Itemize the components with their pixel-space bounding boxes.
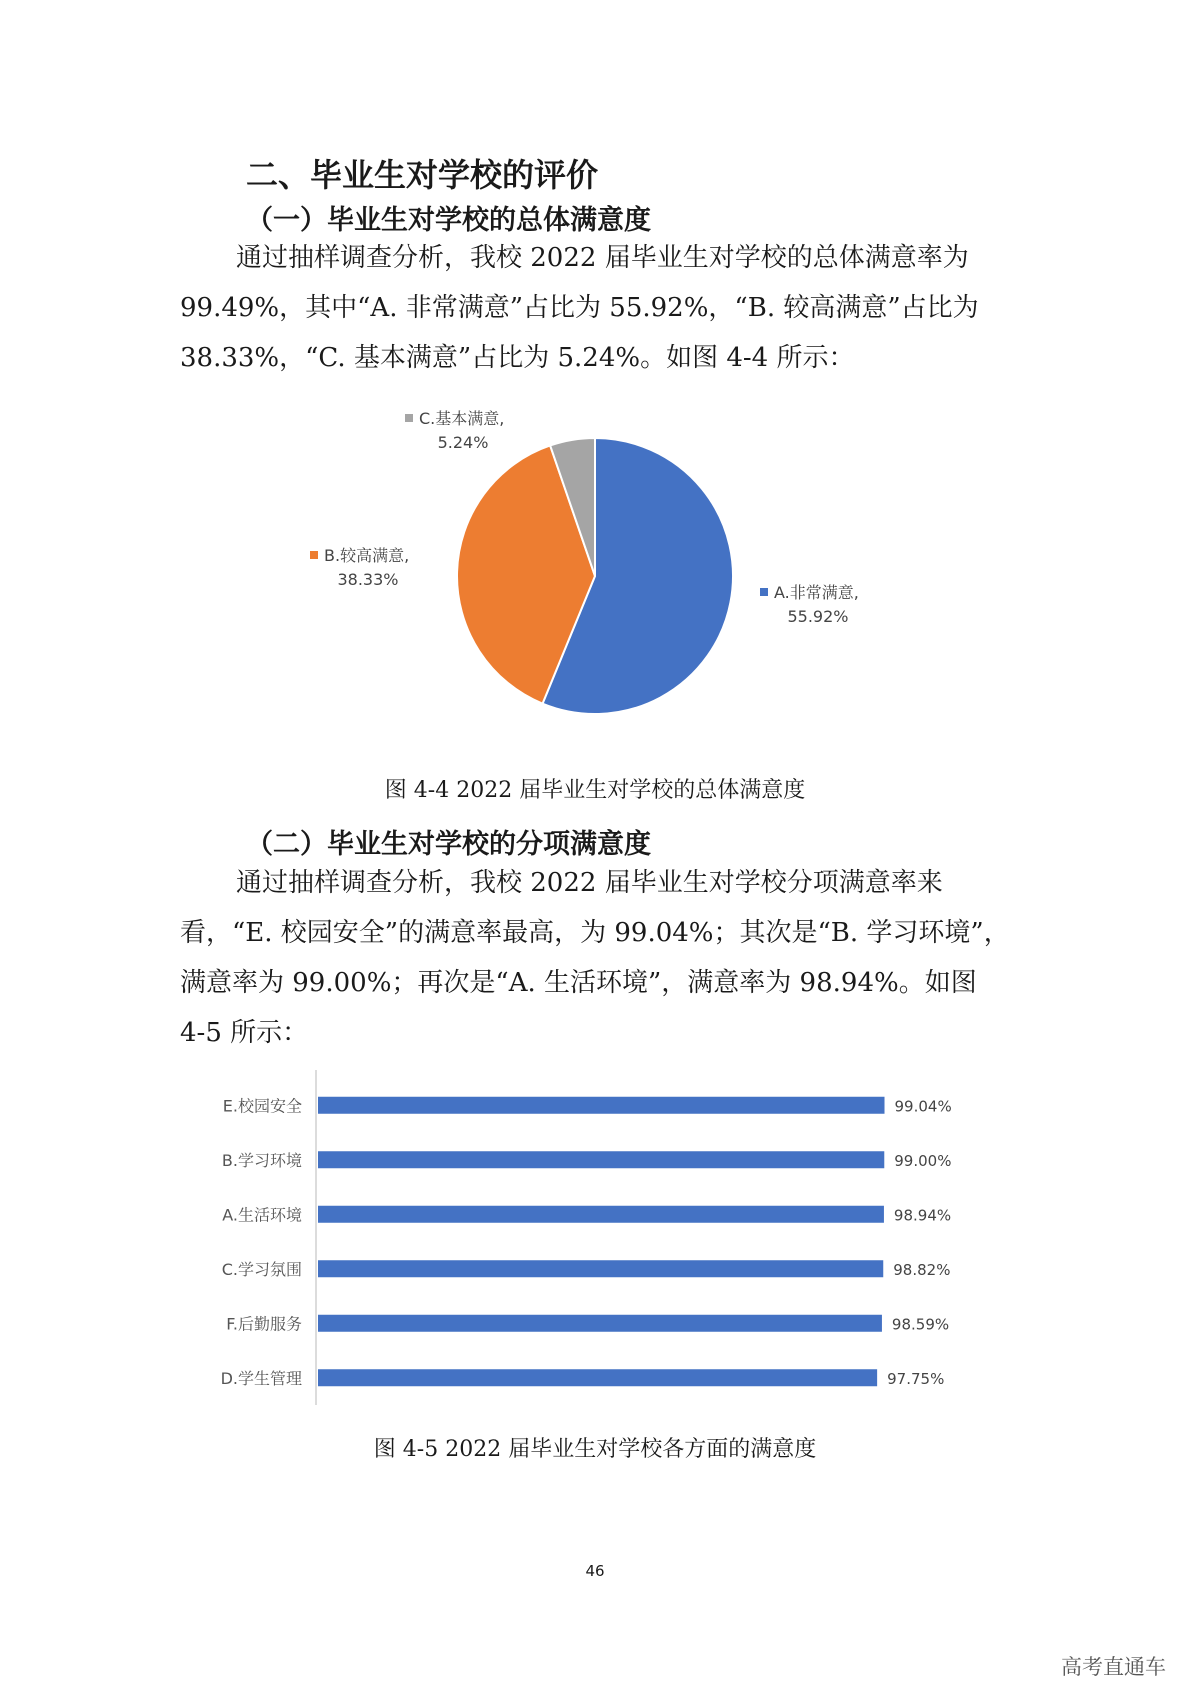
itemized-satisfaction-bar-chart: [180, 1070, 980, 1410]
bar-category-label: A.生活环境: [222, 1205, 302, 1225]
bar-value-label: 98.59%: [891, 1315, 950, 1334]
bar: [318, 1260, 883, 1277]
bar-category-label: C.学习氛围: [221, 1259, 302, 1279]
paragraph-itemized: [180, 858, 1010, 1058]
bar-value-label: 99.00%: [894, 1151, 952, 1170]
bar: [318, 1151, 884, 1168]
bar: [318, 1315, 882, 1332]
bar-category-label: E.校园安全: [222, 1096, 302, 1116]
slice-value-label: 5.24%: [437, 433, 489, 452]
pie-label: [405, 409, 504, 452]
overall-satisfaction-pie-chart: [250, 400, 950, 730]
watermark: 高考直通车: [1061, 1655, 1166, 1679]
legend-marker: [405, 414, 413, 422]
page-number: 46: [585, 1562, 605, 1580]
bar-value-label: 99.04%: [894, 1097, 952, 1116]
paragraph-overall-text: 通过抽样调查分析，我校 2022 届毕业生对学校的总体满意率为 99.49%，其中“A. 非常满意”占比为 55.92%，“B. 较高满意”占比为 38.33%，“C. 基本满意”占比为 5.24%。如图 4-4 所示：: [180, 243, 979, 373]
subsection-title-itemized: （二）毕业生对学校的分项满意度: [246, 829, 651, 860]
slice-category-label: C.基本满意,: [419, 409, 505, 428]
section-title: 二、毕业生对学校的评价: [246, 156, 599, 194]
legend-marker: [310, 551, 318, 559]
bar: [318, 1097, 885, 1114]
figure-caption-4-4: 图 4-4 2022 届毕业生对学校的总体满意度: [384, 778, 806, 803]
bar-category-label: B.学习环境: [221, 1150, 302, 1170]
bar-value-label: 98.82%: [893, 1260, 951, 1279]
bar-value-label: 97.75%: [887, 1369, 945, 1388]
legend-marker: [760, 588, 768, 596]
slice-category-label: B.较高满意,: [324, 546, 410, 565]
figure-caption-4-5: 图 4-5 2022 届毕业生对学校各方面的满意度: [373, 1437, 817, 1462]
subsection-title-overall: （一）毕业生对学校的总体满意度: [246, 205, 651, 236]
bar: [318, 1369, 877, 1386]
pie-label: [310, 546, 409, 589]
pie-label: [760, 583, 859, 626]
slice-value-label: 38.33%: [337, 570, 399, 589]
paragraph-overall: [180, 233, 1010, 383]
slice-category-label: A.非常满意,: [774, 583, 859, 602]
bar-category-label: D.学生管理: [220, 1368, 302, 1388]
bar: [318, 1206, 884, 1223]
paragraph-itemized-text: 通过抽样调查分析，我校 2022 届毕业生对学校分项满意率来看，“E. 校园安全”的满意率最高，为 99.04%；其次是“B. 学习环境”，满意率为 99.00%；再次是“A. 生活环境”，满意率为 98.94%。如图 4-5 所示：: [180, 868, 1010, 1048]
bar-category-label: F.后勤服务: [226, 1314, 302, 1334]
bar-value-label: 98.94%: [893, 1206, 952, 1225]
slice-value-label: 55.92%: [787, 607, 849, 626]
